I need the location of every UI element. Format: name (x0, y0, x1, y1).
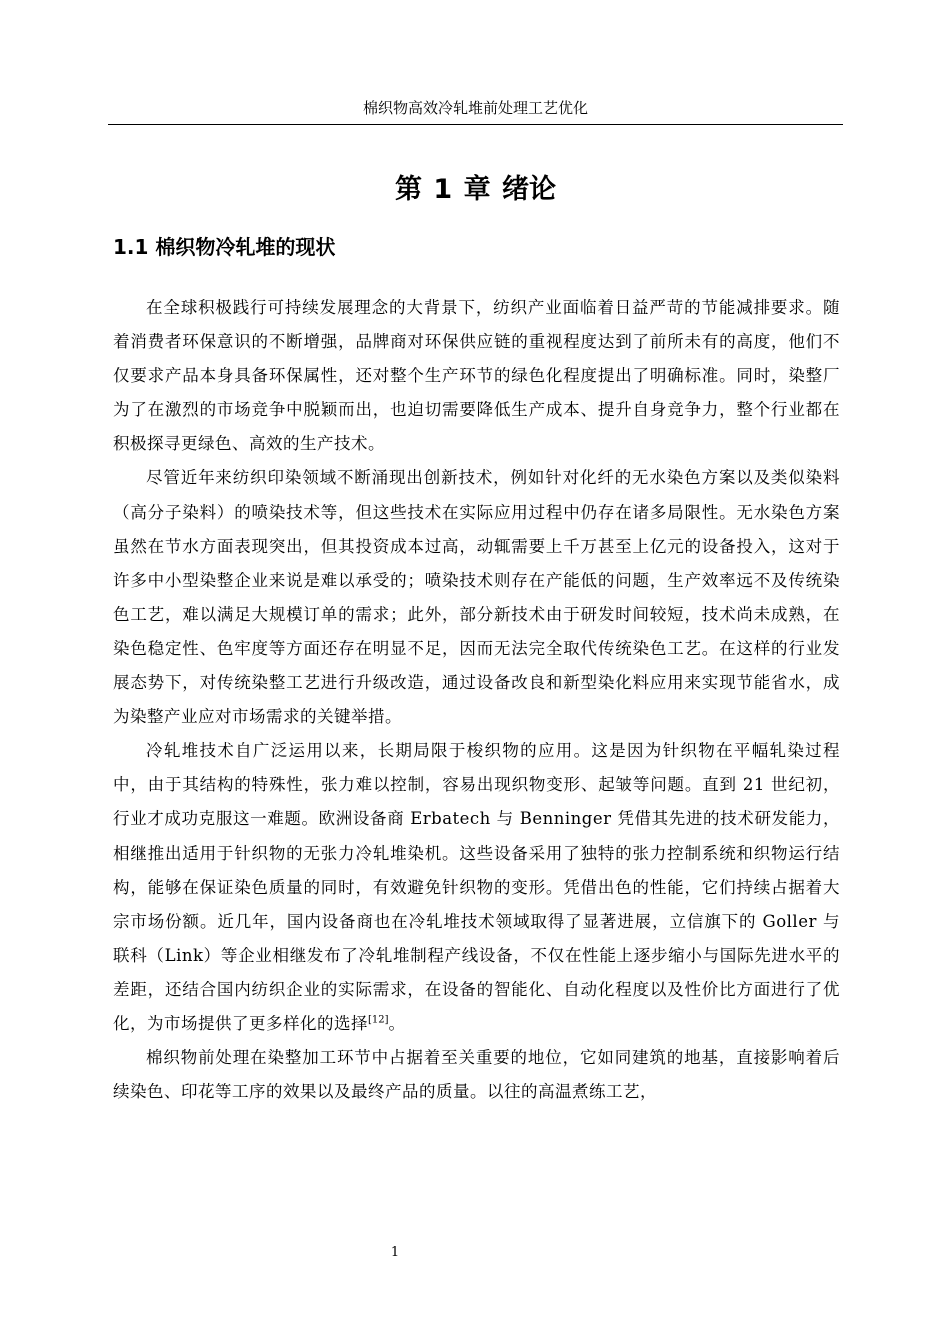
paragraph-3 (113, 734, 840, 1041)
paragraph-3-end: 。 (388, 1013, 406, 1033)
body-text (113, 291, 840, 1109)
chapter-title: 第 1 章 绪论 (395, 174, 556, 205)
citation-reference[interactable]: [12] (368, 1014, 389, 1026)
paragraph-2: 尽管近年来纺织印染领域不断涌现出创新技术，例如针对化纤的无水染色方案以及类似染料（高分子染料）的喷染技术等，但这些技术在实际应用过程中仍存在诸多局限性。无水染色方案虽然在节水方面表现突出，但其投资成本过高，动辄需要上千万甚至上亿元的设备投入，这对于许多中小型染整企业来说是难以承受的；喷染技术则存在产能低的问题，生产效率远不及传统染色工艺，难以满足大规模订单的需求；此外，部分新技术由于研发时间较短，技术尚未成熟，在染色稳定性、色牢度等方面还存在明显不足，因而无法完全取代传统染色工艺。在这样的行业发展态势下，对传统染整工艺进行升级改造，通过设备改良和新型染化料应用来实现节能省水，成为染整产业应对市场需求的关键举措。 (113, 468, 840, 727)
header-divider (108, 124, 843, 125)
paragraph-1: 在全球积极践行可持续发展理念的大背景下，纺织产业面临着日益严苛的节能减排要求。随着消费者环保意识的不断增强，品牌商对环保供应链的重视程度达到了前所未有的高度，他们不仅要求产品本身具备环保属性，还对整个生产环节的绿色化程度提出了明确标准。同时，染整厂为了在激烈的市场竞争中脱颖而出，也迫切需要降低生产成本、提升自身竞争力，整个行业都在积极探寻更绿色、高效的生产技术。 (113, 298, 840, 454)
running-header: 棉织物高效冷轧堆前处理工艺优化 (362, 99, 588, 117)
paragraph-3-text: 冷轧堆技术自广泛运用以来，长期局限于梭织物的应用。这是因为针织物在平幅轧染过程中，由于其结构的特殊性，张力难以控制，容易出现织物变形、起皱等问题。直到 21 世纪初，行业才成功克服这一难题。欧洲设备商 Erbatech 与 Benninger 凭借其先进的技术研发能力，相继推出适用于针织物的无张力冷轧堆染机。这些设备采用了独特的张力控制系统和织物运行结构，能够在保证染色质量的同时，有效避免针织物的变形。凭借出色的性能，它们持续占据着大宗市场份额。近几年，国内设备商也在冷轧堆技术领域取得了显著进展，立信旗下的 Goller 与联科（Link）等企业相继发布了冷轧堆制程产线设备，不仅在性能上逐步缩小与国际先进水平的差距，还结合国内纺织企业的实际需求，在设备的智能化、自动化程度以及性价比方面进行了优化，为市场提供了更多样化的选择 (113, 741, 840, 1033)
paragraph-4: 棉织物前处理在染整加工环节中占据着至关重要的地位，它如同建筑的地基，直接影响着后续染色、印花等工序的效果以及最终产品的质量。以往的高温煮练工艺， (113, 1048, 840, 1102)
section-heading: 1.1 棉织物冷轧堆的现状 (113, 235, 336, 259)
page-number: 1 (390, 1245, 400, 1260)
